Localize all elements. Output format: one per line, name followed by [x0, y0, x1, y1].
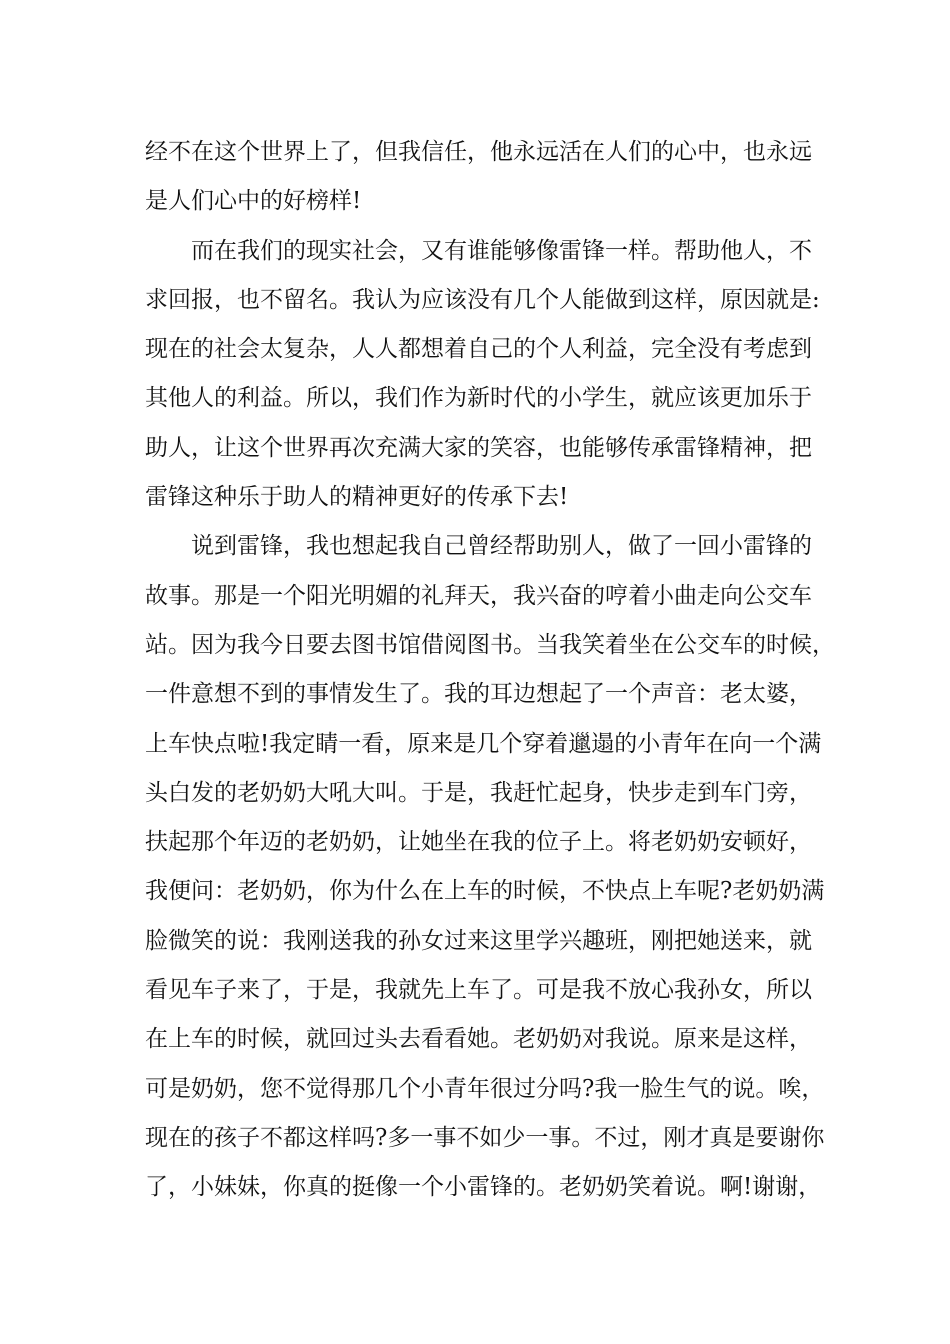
text-line: 扶起那个年迈的老奶奶，让她坐在我的位子上。将老奶奶安顿好，	[145, 829, 812, 856]
text-line: 我便问：老奶奶，你为什么在上车的时候，不快点上车呢?老奶奶满	[145, 878, 825, 905]
text-line: 脸微笑的说：我刚送我的孙女过来这里学兴趣班，刚把她送来，就	[145, 927, 812, 954]
text-line: 上车快点啦!我定睛一看，原来是几个穿着邋遢的小青年在向一个满	[145, 730, 822, 757]
text-line: 站。因为我今日要去图书馆借阅图书。当我笑着坐在公交车的时候，	[145, 631, 835, 658]
text-line: 一件意想不到的事情发生了。我的耳边想起了一个声音：老太婆，	[145, 681, 812, 708]
paragraph-start-line: 而在我们的现实社会，又有谁能够像雷锋一样。帮助他人，不	[191, 237, 812, 264]
text-line: 在上车的时候，就回过头去看看她。老奶奶对我说。原来是这样，	[145, 1026, 812, 1053]
text-line: 可是奶奶，您不觉得那几个小青年很过分吗?我一脸生气的说。唉，	[145, 1075, 825, 1102]
text-line: 了，小妹妹，你真的挺像一个小雷锋的。老奶奶笑着说。啊!谢谢，	[145, 1174, 822, 1201]
paragraph-start-line: 说到雷锋，我也想起我自己曾经帮助别人，做了一回小雷锋的	[191, 533, 812, 560]
text-line: 其他人的利益。所以，我们作为新时代的小学生，就应该更加乐于	[145, 385, 812, 412]
text-line: 是人们心中的好榜样!	[145, 188, 362, 215]
text-line: 求回报，也不留名。我认为应该没有几个人能做到这样，原因就是:	[145, 286, 820, 313]
text-line: 故事。那是一个阳光明媚的礼拜天，我兴奋的哼着小曲走向公交车	[145, 582, 812, 609]
document-body	[145, 128, 835, 1213]
text-line: 经不在这个世界上了，但我信任，他永远活在人们的心中，也永远	[145, 139, 812, 165]
text-line: 雷锋这种乐于助人的精神更好的传承下去!	[145, 484, 569, 511]
text-line: 助人，让这个世界再次充满大家的笑容，也能够传承雷锋精神，把	[145, 434, 812, 461]
text-line: 现在的孩子不都这样吗?多一事不如少一事。不过，刚才真是要谢你	[145, 1124, 825, 1151]
text-line: 现在的社会太复杂，人人都想着自己的个人利益，完全没有考虑到	[145, 336, 812, 363]
text-line: 头白发的老奶奶大吼大叫。于是，我赶忙起身，快步走到车门旁，	[145, 779, 812, 806]
text-line: 看见车子来了，于是，我就先上车了。可是我不放心我孙女，所以	[145, 977, 812, 1004]
